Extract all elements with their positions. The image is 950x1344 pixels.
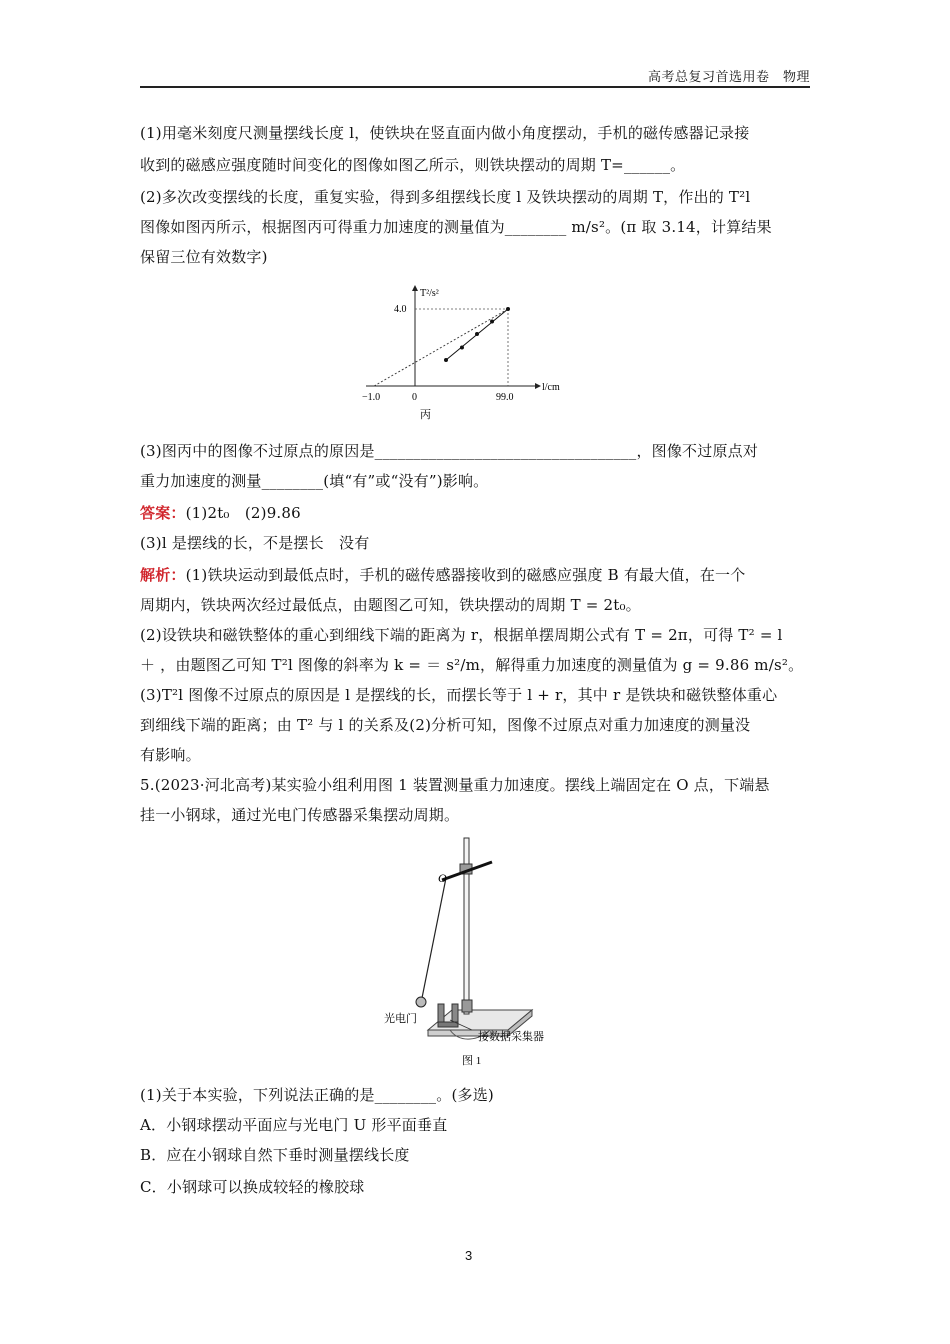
analysis-p1a-text: (1)铁块运动到最低点时，手机的磁传感器接收到的磁感应强度 B 有最大值，在一个 <box>185 566 746 584</box>
x-tick-0: 0 <box>412 392 417 403</box>
figure-caption-1: 图 1 <box>462 1055 482 1067</box>
label-collector: 接数据采集器 <box>478 1031 544 1043</box>
answer-line2: (3)l 是摆线的长，不是摆长 没有 <box>140 534 370 552</box>
label-o: O <box>438 871 447 885</box>
analysis-label: 解析： <box>140 566 186 584</box>
option-a: A．小钢球摆动平面应与光电门 U 形平面垂直 <box>140 1116 448 1134</box>
analysis-p3c: 有影响。 <box>140 746 201 764</box>
q4-part1-cont: 收到的磁感应强度随时间变化的图像如图乙所示，则铁块摆动的周期 T=______。 <box>140 156 686 174</box>
header-title: 高考总复习首选用卷 物理 <box>647 70 810 85</box>
x-tick-99: 99.0 <box>496 392 514 403</box>
steel-ball <box>416 997 426 1007</box>
y-axis-label: T²/s² <box>420 288 439 299</box>
figure-caption-bing: 丙 <box>420 409 431 421</box>
data-point-1 <box>444 358 448 362</box>
option-b: B．应在小钢球自然下垂时测量摆线长度 <box>140 1146 410 1164</box>
figure-1-pendulum <box>380 834 580 1076</box>
q4-part3-cont: 重力加速度的测量________(填“有”或“没有”)影响。 <box>140 472 489 490</box>
q4-part3: (3)图丙中的图像不过原点的原因是__________________________________，图像不过原点对 <box>140 442 759 460</box>
y-tick-4: 4.0 <box>394 304 407 315</box>
pendulum-string <box>422 878 446 998</box>
t2-l-chart <box>360 282 580 427</box>
analysis-p1b: 周期内，铁块两次经过最低点，由题图乙可知，铁块摆动的周期 T = 2t₀。 <box>140 596 641 614</box>
q4-part2-cont2: 保留三位有效数字) <box>140 248 268 266</box>
data-point-3 <box>475 332 479 336</box>
data-point-5 <box>506 307 510 311</box>
x-tick-neg1: −1.0 <box>362 392 381 403</box>
q5-stem: 5.(2023·河北高考)某实验小组利用图 1 装置测量重力加速度。摆线上端固定在 O 点，下端悬 <box>140 776 770 794</box>
photogate-base <box>438 1022 458 1027</box>
page-header <box>140 64 810 88</box>
figure-bing <box>360 282 580 431</box>
label-photogate: 光电门 <box>384 1013 417 1025</box>
answer-text: (1)2t₀ (2)9.86 <box>185 504 301 522</box>
q4-part2-cont: 图像如图丙所示，根据图丙可得重力加速度的测量值为________ m/s²。(π 取 3.14，计算结果 <box>140 218 772 236</box>
page-number: 3 <box>465 1248 473 1263</box>
analysis-p3b: 到细线下端的距离；由 T² 与 l 的关系及(2)分析可知，图像不过原点对重力加速度的测量没 <box>140 716 751 734</box>
analysis-p2b: ＋ ，由题图乙可知 T²l 图像的斜率为 k = ＝ s²/m，解得重力加速度的测量值为 g = 9.86 m/s²。 <box>140 656 804 674</box>
analysis-p2a: (2)设铁块和磁铁整体的重心到细线下端的距离为 r，根据单摆周期公式有 T = 2π，可得 T² = l <box>140 626 783 644</box>
pendulum-diagram <box>380 834 580 1072</box>
rod-base-block <box>462 1000 472 1012</box>
x-axis-label: l/cm <box>542 382 560 393</box>
analysis-p1a <box>140 560 812 590</box>
data-point-4 <box>490 320 494 324</box>
answer-label: 答案： <box>140 504 186 522</box>
answer-line <box>140 498 812 528</box>
data-point-2 <box>460 346 464 350</box>
q4-part1: (1)用毫米刻度尺测量摆线长度 l，使铁块在竖直面内做小角度摆动，手机的磁传感器记录接 <box>140 124 750 142</box>
q5-question1: (1)关于本实验，下列说法正确的是________。(多选) <box>140 1086 494 1104</box>
analysis-p3a: (3)T²l 图像不过原点的原因是 l 是摆线的长，而摆长等于 l + r，其中 r 是铁块和磁铁整体重心 <box>140 686 778 704</box>
q4-part2: (2)多次改变摆线的长度，重复实验，得到多组摆线长度 l 及铁块摆动的周期 T，作出的 T²l <box>140 188 751 206</box>
option-c: C．小钢球可以换成较轻的橡胶球 <box>140 1178 365 1196</box>
fit-line <box>374 309 508 386</box>
q5-stem-cont: 挂一小钢球，通过光电门传感器采集摆动周期。 <box>140 806 460 824</box>
